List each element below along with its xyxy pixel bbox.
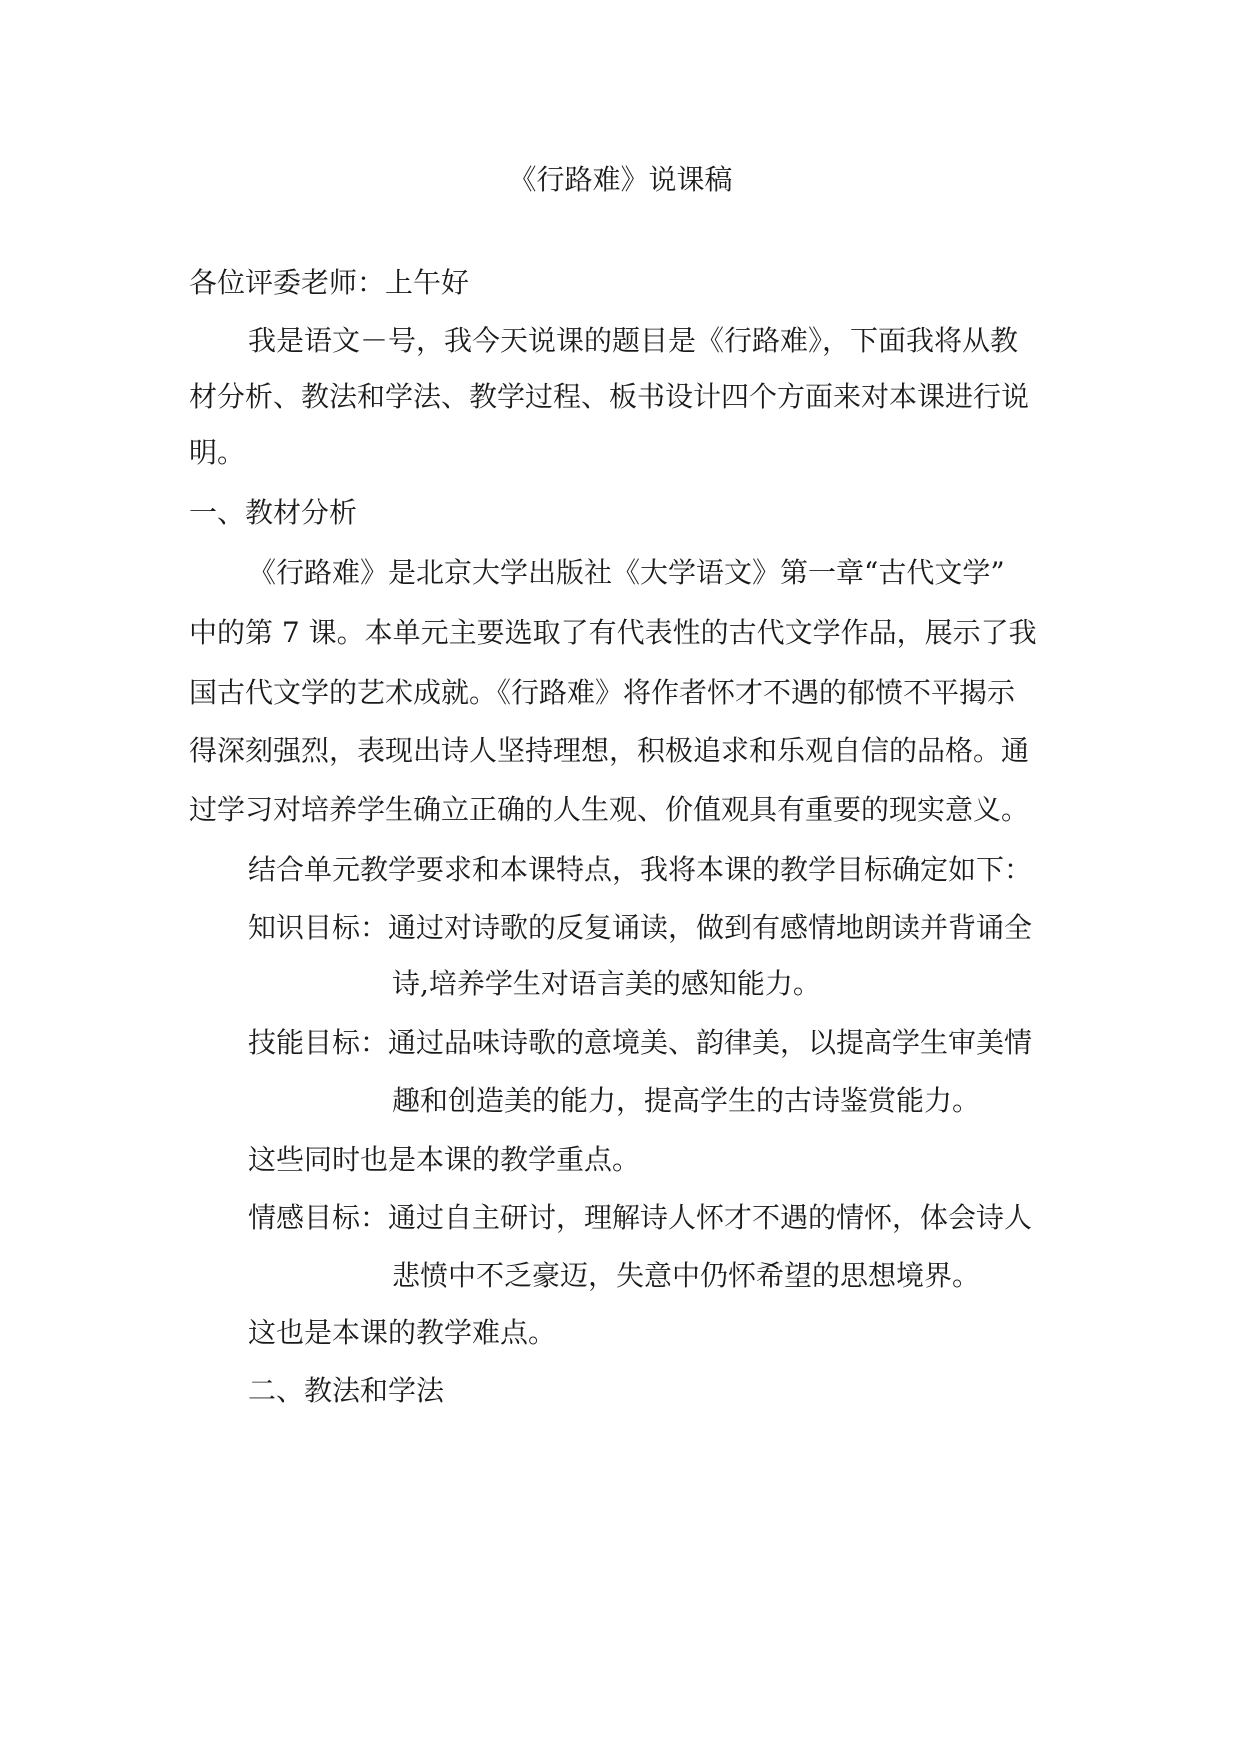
knowledge-goal-line-1: 知识目标：通过对诗歌的反复诵读，做到有感情地朗读并背诵全	[248, 911, 1033, 944]
intro-line-2: 材分析、教法和学法、教学过程、板书设计四个方面来对本课进行说	[189, 380, 1030, 413]
intro-line-3: 明。	[189, 436, 246, 469]
section-heading-1: 一、教材分析	[189, 496, 358, 529]
analysis-line-3: 国古代文学的艺术成就。《行路难》将作者怀才不遇的郁愤不平揭示	[189, 676, 1016, 709]
key-point-note: 这些同时也是本课的教学重点。	[248, 1143, 641, 1176]
analysis-line-2: 中的第 7 课。本单元主要选取了有代表性的古代文学作品，展示了我	[189, 616, 1037, 649]
analysis-line-5: 过学习对培养学生确立正确的人生观、价值观具有重要的现实意义。	[189, 793, 1030, 826]
goals-intro-line: 结合单元教学要求和本课特点，我将本课的教学目标确定如下：	[248, 853, 1033, 886]
knowledge-goal-line-2: 诗,培养学生对语言美的感知能力。	[392, 967, 821, 1000]
intro-line-1: 我是语文－号，我今天说课的题目是《行路难》，下面我将从教	[248, 324, 1019, 357]
skill-goal-line-2: 趣和创造美的能力，提高学生的古诗鉴赏能力。	[392, 1084, 981, 1117]
section-heading-2: 二、教法和学法	[248, 1374, 445, 1407]
document-title: 《行路难》说课稿	[508, 163, 733, 196]
greeting-line: 各位评委老师：上午好	[189, 266, 470, 299]
analysis-line-1: 《行路难》是北京大学出版社《大学语文》第一章“古代文学”	[248, 556, 1005, 589]
difficulty-note: 这也是本课的教学难点。	[248, 1316, 557, 1349]
skill-goal-line-1: 技能目标：通过品味诗歌的意境美、韵律美，以提高学生审美情	[248, 1026, 1033, 1059]
emotion-goal-line-1: 情感目标：通过自主研讨，理解诗人怀才不遇的情怀，体会诗人	[248, 1201, 1033, 1234]
analysis-line-4: 得深刻强烈，表现出诗人坚持理想，积极追求和乐观自信的品格。通	[189, 734, 1030, 767]
emotion-goal-line-2: 悲愤中不乏豪迈，失意中仍怀希望的思想境界。	[392, 1259, 981, 1292]
